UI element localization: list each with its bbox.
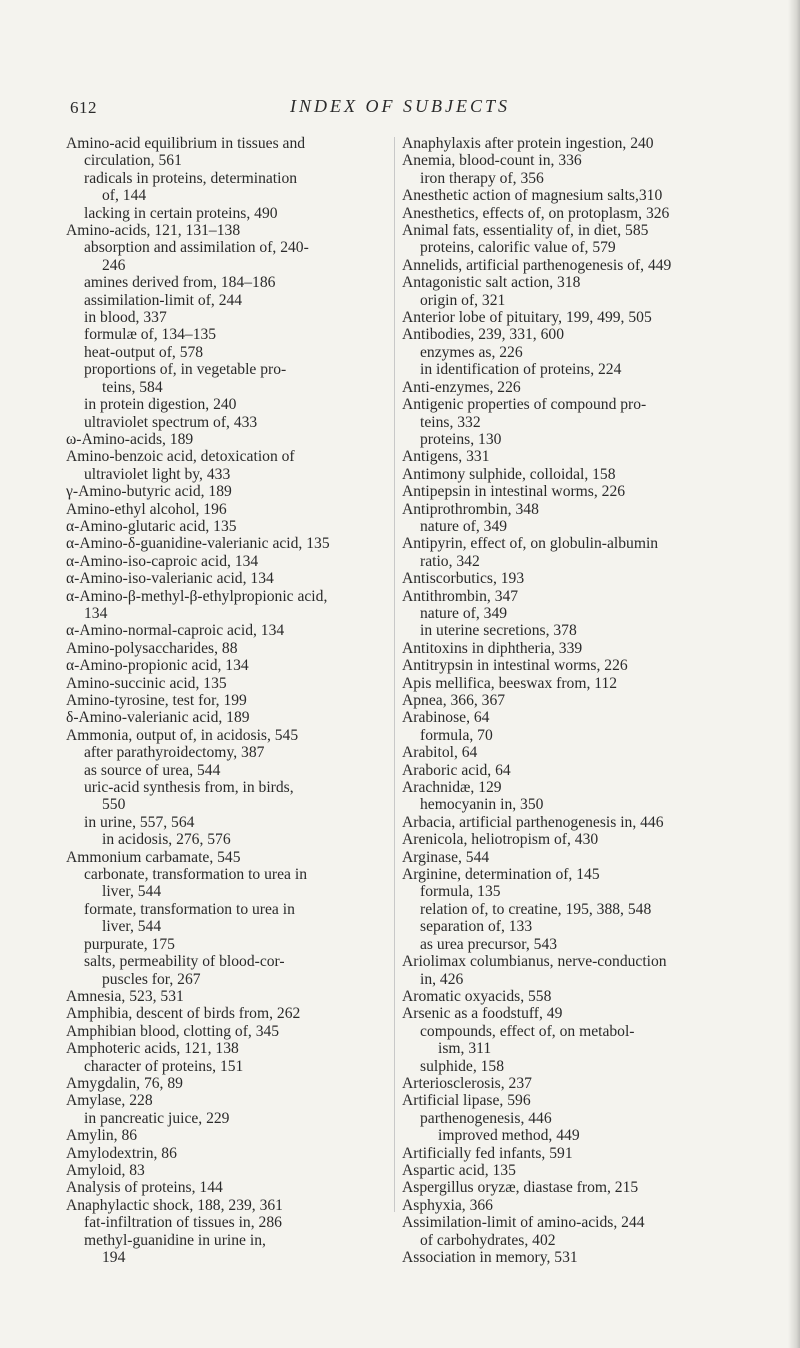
- index-entry: in pancreatic juice, 229: [84, 1109, 230, 1127]
- index-entry: 550: [102, 796, 126, 814]
- index-entry: Arginine, determination of, 145: [402, 866, 600, 884]
- index-entry: Asphyxia, 366: [402, 1196, 493, 1214]
- index-entry: lacking in certain proteins, 490: [84, 204, 278, 222]
- index-entry: Araboric acid, 64: [402, 761, 511, 779]
- index-entry: Antitoxins in diphtheria, 339: [402, 639, 583, 657]
- index-entry: Arbacia, artificial parthenogenesis in, 446: [402, 813, 664, 831]
- index-entry: parthenogenesis, 446: [420, 1109, 552, 1127]
- running-head: INDEX OF SUBJECTS: [290, 96, 510, 116]
- index-entry: Arenicola, heliotropism of, 430: [402, 831, 599, 849]
- index-entry: Arabinose, 64: [402, 709, 490, 727]
- index-entry: of, 144: [102, 187, 147, 205]
- index-entry: formula, 135: [420, 883, 501, 901]
- index-entry: origin of, 321: [420, 291, 506, 309]
- index-entry: Amyloid, 83: [66, 1161, 145, 1179]
- index-entry: nature of, 349: [420, 517, 508, 535]
- index-entry: Amino-succinic acid, 135: [66, 674, 227, 692]
- index-entry: δ-Amino-valerianic acid, 189: [66, 709, 250, 727]
- index-entry: Antipyrin, effect of, on globulin-albumin: [402, 535, 659, 553]
- index-entry: fat-infiltration of tissues in, 286: [84, 1214, 282, 1232]
- index-entry: Amino-acid equilibrium in tissues and: [66, 135, 306, 152]
- index-entry: liver, 544: [102, 883, 162, 901]
- index-entry: teins, 332: [420, 413, 481, 431]
- index-entry: in identification of proteins, 224: [420, 361, 622, 379]
- index-entry: ultraviolet light by, 433: [84, 465, 231, 483]
- index-entry: Arachnidæ, 129: [402, 779, 502, 797]
- index-entry: ratio, 342: [420, 552, 480, 570]
- index-entry: Animal fats, essentiality of, in diet, 585: [402, 222, 649, 240]
- index-entry: 134: [84, 604, 108, 622]
- index-entry: 194: [102, 1249, 126, 1266]
- index-entry: ultraviolet spectrum of, 433: [84, 413, 258, 431]
- index-entry: puscles for, 267: [102, 970, 201, 988]
- index-entry: Ammonia, output of, in acidosis, 545: [66, 726, 299, 744]
- index-entry: Anemia, blood-count in, 336: [402, 152, 582, 170]
- page-number: 612: [70, 98, 97, 117]
- index-entry: Anaphylactic shock, 188, 239, 361: [66, 1196, 283, 1214]
- index-entry: Amnesia, 523, 531: [66, 987, 184, 1005]
- index-entry: γ-Amino-butyric acid, 189: [66, 483, 232, 501]
- index-entry: assimilation-limit of, 244: [84, 291, 243, 309]
- index-entry: proportions of, in vegetable pro-: [84, 361, 287, 379]
- index-entry: 246: [102, 256, 126, 274]
- index-entry: ism, 311: [438, 1040, 492, 1058]
- index-entry: Aspergillus oryzæ, diastase from, 215: [402, 1179, 639, 1197]
- index-column-left: [66, 135, 389, 1266]
- index-entry: Apnea, 366, 367: [402, 692, 506, 709]
- index-column-right: [402, 135, 727, 1266]
- index-entry: Antithrombin, 347: [402, 587, 519, 605]
- index-entry: Arginase, 544: [402, 848, 490, 866]
- index-entry: Antigens, 331: [402, 448, 490, 466]
- index-entry: Anterior lobe of pituitary, 199, 499, 505: [402, 309, 652, 327]
- index-entry: Arsenic as a foodstuff, 49: [402, 1005, 563, 1023]
- index-entry: absorption and assimilation of, 240-: [84, 239, 309, 257]
- index-entry: in uterine secretions, 378: [420, 622, 577, 640]
- index-entry: in acidosis, 276, 576: [102, 831, 231, 849]
- index-entry: as urea precursor, 543: [420, 935, 558, 953]
- index-entry: enzymes as, 226: [420, 343, 523, 361]
- index-entry: iron therapy of, 356: [420, 169, 544, 187]
- index-entry: Antimony sulphide, colloidal, 158: [402, 465, 616, 483]
- index-entry: radicals in proteins, determination: [84, 169, 298, 187]
- index-entry: Artificially fed infants, 591: [402, 1144, 573, 1162]
- index-entry: teins, 584: [102, 378, 163, 396]
- index-entry: Antipepsin in intestinal worms, 226: [402, 483, 626, 501]
- page-edge: [788, 0, 800, 1348]
- index-entry: Ammonium carbamate, 545: [66, 848, 241, 866]
- index-entry: uric-acid synthesis from, in birds,: [84, 779, 294, 797]
- index-entry: Amylin, 86: [66, 1127, 138, 1145]
- index-entry: in protein digestion, 240: [84, 396, 237, 414]
- index-entry: Annelids, artificial parthenogenesis of, 449: [402, 256, 672, 274]
- index-entry: Ariolimax columbianus, nerve-conduction: [402, 953, 667, 971]
- index-entry: salts, permeability of blood-cor-: [84, 953, 285, 971]
- index-entry: Aspartic acid, 135: [402, 1161, 516, 1179]
- index-entry: compounds, effect of, on metabol-: [420, 1022, 635, 1040]
- index-entry: Apis mellifica, beeswax from, 112: [402, 674, 618, 692]
- index-entry: Amphibian blood, clotting of, 345: [66, 1022, 280, 1040]
- index-entry: carbonate, transformation to urea in: [84, 866, 307, 884]
- index-entry: α-Amino-glutaric acid, 135: [66, 517, 237, 535]
- index-entry: Artificial lipase, 596: [402, 1092, 531, 1110]
- index-entry: Amino-tyrosine, test for, 199: [66, 692, 247, 709]
- index-entry: Antiscorbutics, 193: [402, 570, 525, 588]
- index-entry: Antitrypsin in intestinal worms, 226: [402, 657, 628, 675]
- index-entry: as source of urea, 544: [84, 761, 221, 779]
- index-entry: separation of, 133: [420, 918, 533, 936]
- index-entry: formulæ of, 134–135: [84, 326, 217, 344]
- index-entry: purpurate, 175: [84, 935, 175, 953]
- index-entry: α-Amino-δ-guanidine-valerianic acid, 135: [66, 535, 330, 553]
- index-entry: Arabitol, 64: [402, 744, 478, 762]
- index-entry: Amylase, 228: [66, 1092, 153, 1110]
- index-entry: Anesthetics, effects of, on protoplasm, 326: [402, 204, 670, 222]
- index-entry: nature of, 349: [420, 604, 508, 622]
- index-entry: hemocyanin in, 350: [420, 796, 544, 814]
- index-entry: Analysis of proteins, 144: [66, 1179, 223, 1197]
- index-entry: Amphoteric acids, 121, 138: [66, 1040, 239, 1058]
- index-entry: Antiprothrombin, 348: [402, 500, 539, 518]
- index-entry: Anaphylaxis after protein ingestion, 240: [402, 135, 654, 152]
- index-entry: α-Amino-normal-caproic acid, 134: [66, 622, 285, 640]
- index-entry: sulphide, 158: [420, 1057, 505, 1075]
- index-entry: amines derived from, 184–186: [84, 274, 276, 292]
- index-entry: α-Amino-iso-caproic acid, 134: [66, 552, 259, 570]
- index-entry: Amino-benzoic acid, detoxication of: [66, 448, 295, 466]
- index-entry: heat-output of, 578: [84, 343, 204, 361]
- index-entry: liver, 544: [102, 918, 162, 936]
- column-divider: [394, 137, 395, 1212]
- index-entry: Amino-polysaccharides, 88: [66, 639, 238, 657]
- index-entry: character of proteins, 151: [84, 1057, 244, 1075]
- index-entry: Association in memory, 531: [402, 1249, 578, 1266]
- index-entry: Antagonistic salt action, 318: [402, 274, 581, 292]
- index-entry: Anti-enzymes, 226: [402, 378, 521, 396]
- index-entry: Arteriosclerosis, 237: [402, 1074, 532, 1092]
- index-entry: after parathyroidectomy, 387: [84, 744, 265, 762]
- index-entry: formate, transformation to urea in: [84, 900, 295, 918]
- index-entry: Amygdalin, 76, 89: [66, 1074, 183, 1092]
- index-entry: Amino-ethyl alcohol, 196: [66, 500, 227, 518]
- index-entry: in urine, 557, 564: [84, 813, 195, 831]
- index-entry: ω-Amino-acids, 189: [66, 430, 194, 448]
- index-entry: α-Amino-iso-valerianic acid, 134: [66, 570, 274, 588]
- index-entry: formula, 70: [420, 726, 493, 744]
- index-entry: Amino-acids, 121, 131–138: [66, 222, 241, 240]
- index-entry: Assimilation-limit of amino-acids, 244: [402, 1214, 645, 1232]
- index-entry: methyl-guanidine in urine in,: [84, 1231, 266, 1249]
- index-entry: proteins, calorific value of, 579: [420, 239, 616, 257]
- index-entry: of carbohydrates, 402: [420, 1231, 556, 1249]
- index-entry: relation of, to creatine, 195, 388, 548: [420, 900, 652, 918]
- index-entry: Anesthetic action of magnesium salts,310: [402, 187, 663, 205]
- index-entry: α-Amino-propionic acid, 134: [66, 657, 249, 675]
- index-entry: in blood, 337: [84, 309, 167, 327]
- index-entry: Amylodextrin, 86: [66, 1144, 177, 1162]
- index-entry: proteins, 130: [420, 430, 502, 448]
- index-entry: Aromatic oxyacids, 558: [402, 987, 552, 1005]
- index-entry: Antibodies, 239, 331, 600: [402, 326, 564, 344]
- index-entry: circulation, 561: [84, 152, 182, 170]
- index-entry: α-Amino-β-methyl-β-ethylpropionic acid,: [66, 587, 328, 605]
- index-entry: in, 426: [420, 970, 464, 988]
- index-entry: Amphibia, descent of birds from, 262: [66, 1005, 301, 1023]
- index-entry: improved method, 449: [438, 1127, 580, 1145]
- index-entry: Antigenic properties of compound pro-: [402, 396, 647, 414]
